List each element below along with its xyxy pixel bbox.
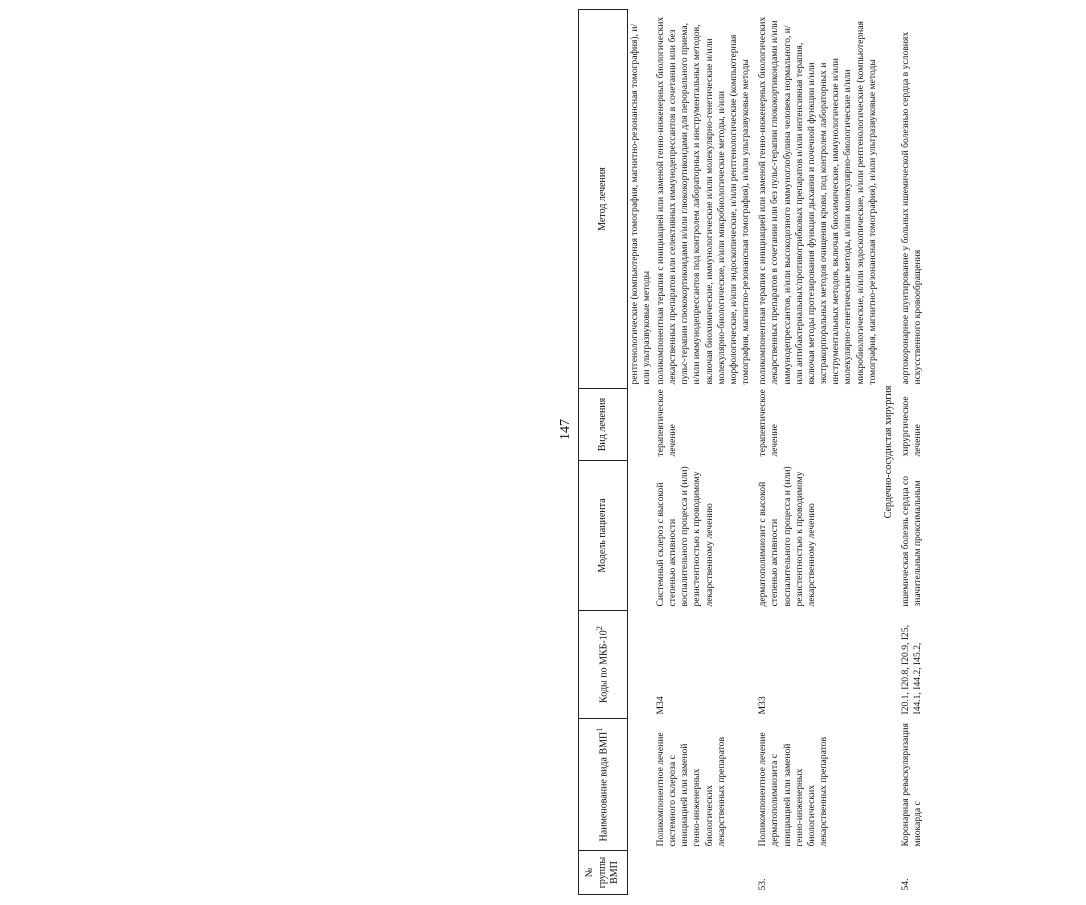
table-row-continuation	[627, 10, 654, 895]
cell-patient-model: дерматополимиозит с высокой степенью активности воспалительного процесса и (или) резистентностью к проводимому лекарственному лечению	[757, 466, 817, 607]
header-group-no: № группы ВМП	[579, 851, 628, 895]
cell-empty	[627, 719, 654, 851]
cell-method: аортокоронарное шунтирование у больных ишемической болезнью сердца в условиях искусственного кровообращения	[899, 31, 923, 385]
cell-empty	[627, 611, 654, 719]
header-vmp-name-text: Наименование вида ВМП	[598, 731, 610, 842]
cell-vmp-name: Поликомпонентное лечение системного склероза с инициацией или заменой генно-инженерных биологических лекарственных препаратов	[654, 732, 727, 847]
cell-method: поликомпонентная терапия с инициацией или заменой генно-инженерных биологических лекарственных препаратов в сочетании или без пульс-терапии глюкокортикоидами и/или иммунодепрессантов, и/или высокодозного иммуноглобулина человека нормального, и/или антибактериальных/противогрибковых препаратов и/или интенсивная терапия, включая методы протезирования функции дыхания и почечной функции и/или экстракорпоральных методов очищения крови, под контролем лабораторных и инструментальных методов, включая биохимические, иммунологические и/или молекулярно-генетические методы, и/или молекулярно-биологические и/или микробиологические, и/или эндоскопические, и/или рентгенологические (компьютерная томография, магнитно-резонансная томография), и/или ультразвуковые методы	[757, 16, 878, 385]
header-icd-codes	[579, 611, 628, 719]
header-icd-codes-footnote: 2	[594, 626, 604, 631]
cell-patient-model: ишемическая болезнь сердца со значительным проксимальным	[899, 475, 923, 607]
header-icd-codes-text: Коды по МКБ-10	[598, 630, 610, 703]
header-method: Метод лечения	[579, 10, 628, 389]
section-title: Сердечно-сосудистая хирургия	[882, 385, 894, 519]
cell-treatment-type: терапевтическое лечение	[654, 389, 679, 457]
cell-empty	[627, 461, 654, 611]
cell-empty	[627, 389, 654, 461]
header-treatment-type: Вид лечения	[579, 389, 628, 461]
cell-icd-codes: М34	[654, 696, 666, 715]
cell-method: рентгенологические (компьютерная томография, магнитно-резонансная томография), и/или ультразвуковые методы	[628, 23, 652, 385]
header-vmp-name-footnote: 1	[594, 727, 604, 732]
cell-group-no: 53.	[757, 878, 769, 891]
table-row	[753, 10, 880, 895]
header-vmp-name	[579, 719, 628, 851]
cell-icd-codes: М33	[757, 696, 769, 715]
rotated-table-container	[578, 10, 1086, 895]
cell-group-no	[654, 851, 753, 895]
cell-method: поликомпонентная терапия с инициацией или заменой генно-инженерных биологических лекарственных препаратов или селективных иммунодепрессантов в сочетании или без пульс-терапии глюкокортикоидами и/или глюкокортикоидами для перорального приема, и/или иммунодепрессантов под контролем лабораторных и инструментальных методов, включая биохимические, иммунологические и/или молекулярно-генетические и/или молекулярно-биологические, и/или микробиологические методы, и/или морфологические, и/или эндоскопические, и/или рентгенологические (компьютерная томография, магнитно-резонансная томография), и/или ультразвуковые методы	[654, 16, 752, 385]
cell-treatment-type: хирургическое лечение	[899, 396, 923, 457]
table-row	[654, 10, 753, 895]
table-header-row	[579, 10, 628, 895]
cell-icd-codes: I20.1, I20.8, I20.9, I25, I44.1, I44.2, I45.2,	[899, 624, 923, 715]
vmp-table	[578, 9, 925, 895]
cell-empty	[627, 851, 654, 895]
header-patient-model: Модель пациента	[579, 461, 628, 611]
cell-group-no: 54.	[899, 878, 911, 891]
table-row	[898, 10, 925, 895]
cell-vmp-name: Поликомпонентное лечение дерматополимиозита с инициацией или заменой генно-инженерных биологических лекарственных препаратов	[757, 732, 830, 847]
cell-treatment-type: терапевтическое лечение	[757, 389, 781, 457]
page-number: 147	[558, 419, 573, 440]
cell-vmp-name: Коронарная реваскуляризация миокарда с	[899, 723, 923, 847]
cell-patient-model: Системный склероз с высокой степенью активности воспалительного процесса и (или) резистентностью к проводимому лекарственному лечению	[654, 466, 715, 607]
section-row	[880, 10, 898, 895]
